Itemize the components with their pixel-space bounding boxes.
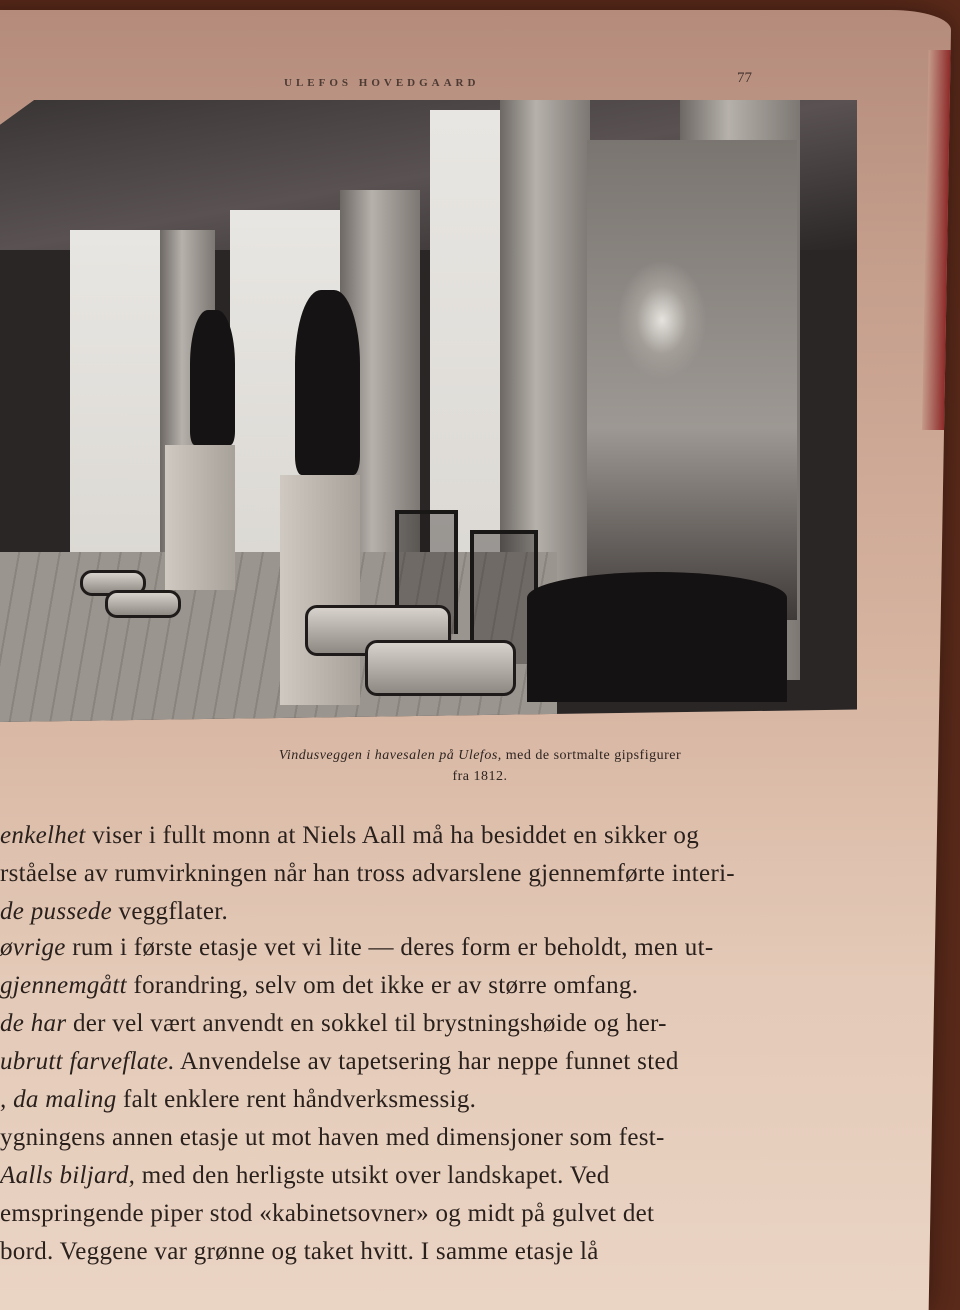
text-italic: øvrige <box>0 934 66 961</box>
text-run: der vel vært anvendt en sokkel til brystningshøide og her- <box>66 1010 667 1037</box>
page-number: 77 <box>737 70 752 86</box>
text-run: falt enklere rent håndverksmessig. <box>116 1086 477 1113</box>
text-line <box>0 822 699 850</box>
text-line <box>0 860 735 888</box>
photo-chair-seat <box>365 640 516 696</box>
interior-photograph <box>0 100 857 722</box>
photo-statue <box>295 290 360 475</box>
text-run: emspringende piper stod «kabinetsovner» og midt på gulvet det <box>0 1200 655 1227</box>
photo-pedestal <box>280 475 360 705</box>
text-line <box>0 1200 654 1228</box>
text-run: viser i fullt monn at Niels Aall må ha besiddet en sikker og <box>85 822 700 849</box>
caption-line-1 <box>0 745 960 766</box>
running-head: ULEFOS HOVEDGAARD <box>284 77 480 89</box>
text-italic: gjennemgått <box>0 972 127 999</box>
caption-line-2: fra 1812. <box>452 769 508 784</box>
text-line <box>0 1124 665 1152</box>
figure-caption <box>0 745 960 787</box>
text-italic: Aalls biljard, <box>0 1162 136 1189</box>
page-edge-stack <box>922 50 951 430</box>
text-italic: ubrutt farveflate. <box>0 1048 175 1075</box>
photo-chandelier <box>617 260 707 380</box>
text-line <box>0 1238 599 1266</box>
text-line <box>0 934 713 962</box>
text-run: rum i første etasje vet vi lite — deres form er beholdt, men ut- <box>65 934 714 961</box>
text-line <box>0 972 638 1000</box>
text-line <box>0 1010 667 1038</box>
caption-italic: Vindusveggen i havesalen på Ulefos, <box>278 748 502 763</box>
text-italic: de har <box>0 1010 67 1037</box>
text-line <box>0 1162 610 1190</box>
text-italic: de pussede <box>0 898 112 925</box>
text-run: ygningens annen etasje ut mot haven med dimensjoner som fest- <box>0 1124 665 1151</box>
photo-statue <box>190 310 235 445</box>
text-run: forandring, selv om det ikke er av større omfang. <box>126 972 639 999</box>
text-run: med den herligste utsikt over landskapet. Ved <box>135 1162 610 1189</box>
photo-mirror <box>587 140 797 620</box>
photo-chair-seat <box>105 590 181 618</box>
text-run: Anvendelse av tapetsering har neppe funnet sted <box>174 1048 679 1075</box>
photo-round-table <box>527 572 787 702</box>
caption-rest: med de sortmalte gipsfigurer <box>501 748 682 763</box>
text-line <box>0 1048 679 1076</box>
text-italic: , da maling <box>0 1086 117 1113</box>
text-run: bord. Veggene var grønne og taket hvitt. I samme etasje lå <box>0 1238 599 1265</box>
text-run: veggflater. <box>112 898 229 925</box>
photo-pedestal <box>165 445 235 590</box>
text-line <box>0 1086 476 1114</box>
text-italic: enkelhet <box>0 822 86 849</box>
text-line <box>0 898 228 926</box>
text-run: rståelse av rumvirkningen når han tross advarslene gjennemførte interi- <box>0 860 735 887</box>
